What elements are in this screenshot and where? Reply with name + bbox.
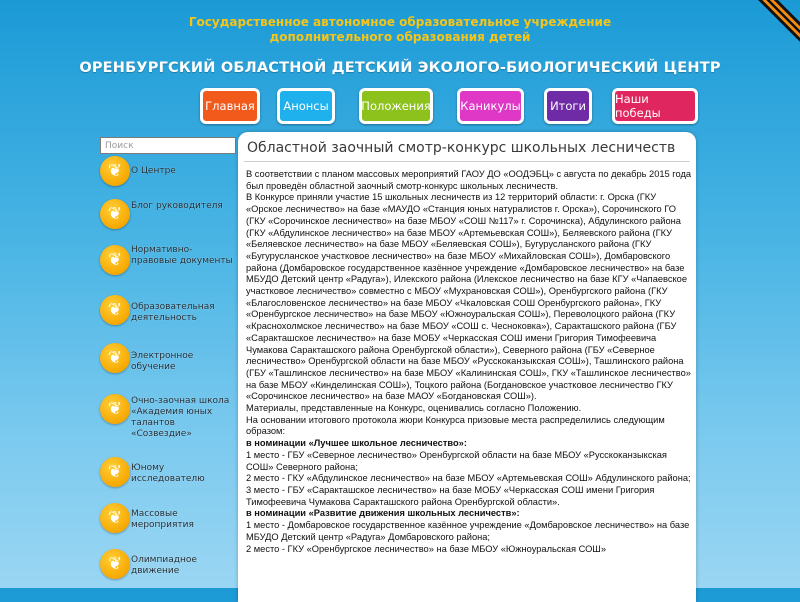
nav-regulations-button[interactable]: Положения	[359, 88, 433, 124]
sidebar-item-label: Олимпиадное движение	[131, 555, 197, 576]
butterfly-icon: ❦	[100, 503, 130, 533]
butterfly-icon: ❦	[100, 549, 130, 579]
nav-results-button[interactable]: Итоги	[544, 88, 592, 124]
butterfly-icon: ❦	[100, 245, 130, 275]
prize-entry: 1 место - ГБУ «Северное лесничество» Оренбургской области на базе МБОУ «Русскоканзыкская СОШ» Северного района;	[246, 449, 667, 472]
article-body	[246, 169, 692, 555]
nav-holidays-button[interactable]: Каникулы	[457, 88, 524, 124]
sidebar-item-label: Массовые мероприятия	[131, 509, 194, 530]
sidebar-item-documents[interactable]	[100, 245, 236, 285]
sidebar-item-education[interactable]	[100, 295, 236, 335]
prize-entry: 2 место - ГКУ «Абдулинское лесничество» на базе МБОУ «Артемьевская СОШ» Абдулинского района;	[246, 473, 691, 484]
sidebar-item-young-researcher[interactable]	[100, 457, 236, 497]
nav-announcements-button[interactable]: Анонсы	[277, 88, 335, 124]
prize-entry: 1 место - Домбаровское государственное казённое учреждение «Домбаровское лесничество» на базе МБУДО Детский центр «Радуга» Домбаровского района;	[246, 520, 690, 542]
article-paragraph: Материалы, представленные на Конкурс, оценивались согласно Положению.	[246, 403, 582, 414]
butterfly-icon: ❦	[100, 457, 130, 487]
sidebar-item-label: Блог руководителя	[131, 201, 223, 211]
butterfly-icon: ❦	[100, 199, 130, 229]
sidebar-item-label: Нормативно-правовые документы	[131, 245, 233, 266]
sidebar-item-academy[interactable]	[100, 394, 236, 439]
sidebar-item-events[interactable]	[100, 503, 236, 543]
org-name-line-1: Государственное автономное образовательное учреждение	[188, 15, 612, 29]
site-title[interactable]: ОРЕНБУРГСКИЙ ОБЛАСТНОЙ ДЕТСКИЙ ЭКОЛОГО-БИОЛОГИЧЕСКИЙ ЦЕНТР	[79, 60, 721, 76]
butterfly-icon: ❦	[100, 343, 130, 373]
search-input[interactable]	[100, 137, 236, 154]
org-name-line-2: дополнительного образования детей	[269, 30, 531, 44]
sidebar-item-label: Юному исследователю	[131, 463, 205, 484]
sidebar-item-label: О Центре	[131, 166, 176, 176]
sidebar-item-olympiads[interactable]	[100, 549, 236, 589]
butterfly-icon: ❦	[100, 156, 130, 186]
article-panel	[238, 132, 696, 602]
prize-entry: 3 место - ГБУ «Саракташское лесничество» на базе МОБУ «Черкасская СОШ имени Григория Тимофеевича Чумакова Саракташского района Оренбургской области».	[246, 484, 655, 507]
nav-victories-button[interactable]: Наши победы	[612, 88, 698, 124]
nav-home-button[interactable]: Главная	[200, 88, 260, 124]
sidebar-item-e-learning[interactable]	[100, 343, 236, 383]
nomination-heading: в номинации «Лучшее школьное лесничество»:	[246, 438, 467, 449]
article-paragraph: В Конкурсе приняли участие 15 школьных лесничеств из 12 территорий области: г. Орска (ГКУ «Орское лесничество» на базе «МАУДО «Станция юных натуралистов г. Орска»), Сорочинского ГО (ГКУ «Сорочинское лесничество» на базе МБОУ «СОШ №117» г. Сорочинска), Абдулинского района (ГКУ «Абдулинское лесничество» на базе МБОУ «Артемьевская СОШ»), Беляевского района (ГКУ «Беляевское лесничество» на базе МБОУ «Беляевская СОШ»), Бугурусланского района (ГКУ «Бугурусланское участковое лесничество» на базе МБОУ «Михайловская СОШ»), Домбаровского района (Домбаровское государственное казённое учреждение «Домбаровское лесничество» на базе МБУДО Детский центр «Радуга»), Илекского района (Илекское лесничество на базе КГУ «Чапаевское участковое лесничество» совместно с МБОУ «Мухрановская СОШ»), Оренбургского района (ГКУ «Благословенское лесничество» на базе МБОУ «Чкаловская СОШ Оренбургского района», ГКУ «Оренбургское лесничество» на базе МБОУ «Южноуральская СОШ»), Переволоцкого района (ГКУ «Краснохолмское лесничество» на базе МБОУ «СОШ с. Чесноковка»), Саракташского района (ГБУ «Саракташское лесничество» на базе МОБУ «Черкасская СОШ имени Григория Тимофеевича Чумакова Саракташского района Оренбургской области»), Северного района (ГБУ «Северное лесничество» Оренбургской области на базе МБОУ «Русскоканзыкская СОШ»), Ташлинского района (ГБУ «Ташлинское лесничество» на базе МБОУ «Калининская СОШ», ГКУ «Ташлинское лесничество» на базе МБОУ «Кинделинская СОШ»), Тоцкого района (Богдановское участковое лесничество ГКУ «Сорочинское лесничество» на базе МАОУ «Богдановская СОШ»).	[246, 192, 691, 402]
title-divider	[244, 161, 690, 162]
st-george-ribbon-icon	[740, 0, 800, 60]
sidebar-item-label: Образовательная деятельность	[131, 302, 215, 323]
article-title: Областной заочный смотр-конкурс школьных лесничеств	[247, 140, 676, 156]
prize-entry: 2 место - ГКУ «Оренбургское лесничество» на базе МБОУ «Южноуральская СОШ»	[246, 543, 606, 554]
article-paragraph: В соответствии с планом массовых мероприятий ГАОУ ДО «ООДЭБЦ» с августа по декабрь 2015 года был проведён областной заочный смотр-конкурс школьных лесничеств.	[246, 169, 692, 191]
nomination-heading: в номинации «Развитие движения школьных лесничеств»:	[246, 508, 520, 519]
sidebar-item-blog[interactable]	[100, 199, 236, 239]
article-paragraph: На основании итогового протокола жюри Конкурса призовые места распределились следующим образом:	[246, 414, 665, 437]
sidebar-item-label: Электронное обучение	[131, 351, 194, 372]
sidebar-item-about[interactable]	[100, 156, 236, 196]
butterfly-icon: ❦	[100, 394, 130, 424]
sidebar-item-label: Очно-заочная школа «Академия юных талантов «Созвездие»	[131, 396, 230, 439]
butterfly-icon: ❦	[100, 295, 130, 325]
